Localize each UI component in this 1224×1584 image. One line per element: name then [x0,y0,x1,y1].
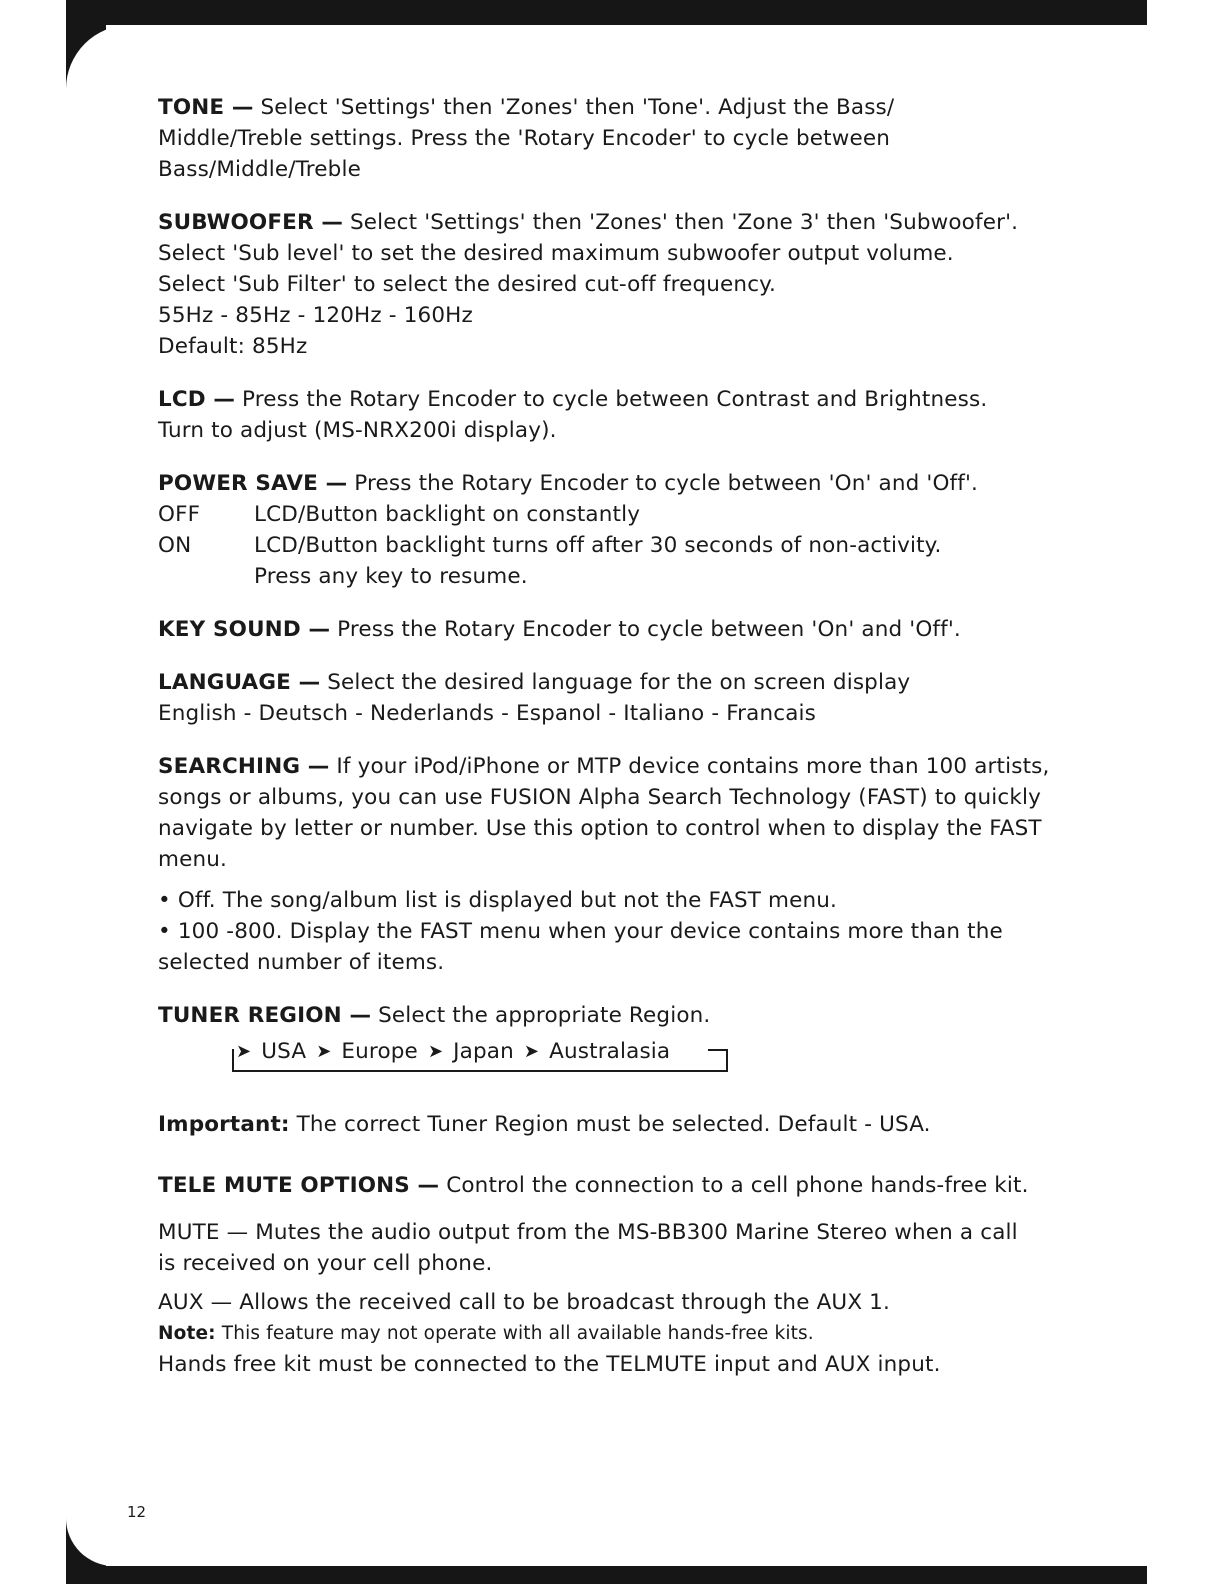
region-australasia: Australasia [547,1036,672,1067]
note-label: Note: [158,1323,216,1344]
tele-mute-text: Control the connection to a cell phone hands-free kit. [439,1173,1029,1198]
cycle-bracket-left [232,1049,234,1071]
arrow-right-icon: ➤ [236,1036,251,1067]
arrow-right-icon: ➤ [524,1036,539,1067]
tele-mute-footer: Hands free kit must be connected to the TELMUTE input and AUX input. [158,1352,941,1377]
arrow-right-icon: ➤ [428,1036,443,1067]
cycle-bracket-right [726,1049,728,1071]
tone-line-3: Bass/Middle/Treble [158,157,361,182]
subwoofer-default: Default: 85Hz [158,334,308,359]
lcd-heading: LCD — [158,387,236,412]
tele-mute-heading: TELE MUTE OPTIONS — [158,1173,440,1198]
language-heading: LANGUAGE — [158,670,321,695]
power-save-off-key: OFF [158,502,201,527]
region-japan: Japan [451,1036,516,1067]
key-sound-heading: KEY SOUND — [158,617,331,642]
subwoofer-section [158,207,1093,362]
power-save-section [158,468,1093,592]
cycle-bracket-top-right [708,1049,728,1051]
tone-heading: TONE — [158,95,254,120]
power-save-intro: Press the Rotary Encoder to cycle between 'On' and 'Off'. [347,471,979,496]
lcd-section [158,384,1093,446]
tuner-region-section [158,1000,1093,1031]
lcd-line-1: Press the Rotary Encoder to cycle between Contrast and Brightness. [235,387,988,412]
tuner-region-cycle-diagram [232,1039,730,1083]
power-save-off-value: LCD/Button backlight on constantly [254,502,641,527]
searching-heading: SEARCHING — [158,754,330,779]
language-text: Select the desired language for the on screen display [320,670,911,695]
tele-mute-aux: AUX — Allows the received call to be broadcast through the AUX 1. [158,1290,890,1315]
subwoofer-heading: SUBWOOFER — [158,210,343,235]
power-save-on-key: ON [158,533,192,558]
important-text: The correct Tuner Region must be selected. Default - USA. [289,1112,931,1137]
subwoofer-line-3: Select 'Sub Filter' to select the desired cut-off frequency. [158,272,776,297]
searching-bullet-off: • Off. The song/album list is displayed but not the FAST menu. [158,888,838,913]
key-sound-text: Press the Rotary Encoder to cycle between 'On' and 'Off'. [330,617,961,642]
searching-bullet-range: • 100 -800. Display the FAST menu when your device contains more than the [158,919,1003,944]
important-section [158,1109,1093,1140]
language-options: English - Deutsch - Nederlands - Espanol - Italiano - Francais [158,701,817,726]
region-usa: USA [259,1036,308,1067]
tele-mute-mute-line-1: MUTE — Mutes the audio output from the MS-BB300 Marine Stereo when a call [158,1220,1018,1245]
searching-line-1: If your iPod/iPhone or MTP device contains more than 100 artists, [329,754,1050,779]
searching-line-3: navigate by letter or number. Use this option to control when to display the FAST [158,816,1042,841]
page-frame-top [66,0,1147,25]
tuner-region-heading: TUNER REGION — [158,1003,372,1028]
power-save-on-value [254,530,1093,592]
power-save-on-value-1: LCD/Button backlight turns off after 30 seconds of non-activity. [254,533,942,558]
tuner-region-text: Select the appropriate Region. [371,1003,711,1028]
subwoofer-frequencies: 55Hz - 85Hz - 120Hz - 160Hz [158,303,473,328]
subwoofer-line-1: Select 'Settings' then 'Zones' then 'Zone 3' then 'Subwoofer'. [343,210,1019,235]
subwoofer-line-2: Select 'Sub level' to set the desired maximum subwoofer output volume. [158,241,954,266]
language-section [158,667,1093,729]
key-sound-section [158,614,1093,645]
manual-content [158,92,1093,1402]
lcd-line-2: Turn to adjust (MS-NRX200i display). [158,418,557,443]
region-list [236,1036,672,1067]
power-save-off-row [158,499,1093,530]
tele-mute-note [158,1318,1093,1349]
page-frame-bottom [66,1566,1147,1584]
tele-mute-mute-line-2: is received on your cell phone. [158,1251,493,1276]
searching-bullet-range-cont: selected number of items. [158,950,445,975]
power-save-heading: POWER SAVE — [158,471,348,496]
tone-line-1: Select 'Settings' then 'Zones' then 'Tone'. Adjust the Bass/ [253,95,895,120]
important-label: Important: [158,1112,290,1137]
searching-line-4: menu. [158,847,228,872]
power-save-on-row [158,530,1093,592]
region-europe: Europe [339,1036,420,1067]
tele-mute-section [158,1170,1093,1380]
searching-line-2: songs or albums, you can use FUSION Alpha Search Technology (FAST) to quickly [158,785,1041,810]
power-save-on-value-2: Press any key to resume. [254,564,528,589]
tone-section [158,92,1093,185]
cycle-bracket-bottom [232,1070,728,1072]
searching-section [158,751,1093,978]
note-text: This feature may not operate with all available hands-free kits. [215,1323,814,1344]
arrow-right-icon: ➤ [316,1036,331,1067]
tone-line-2: Middle/Treble settings. Press the 'Rotary Encoder' to cycle between [158,126,890,151]
page-number: 12 [127,1503,147,1521]
